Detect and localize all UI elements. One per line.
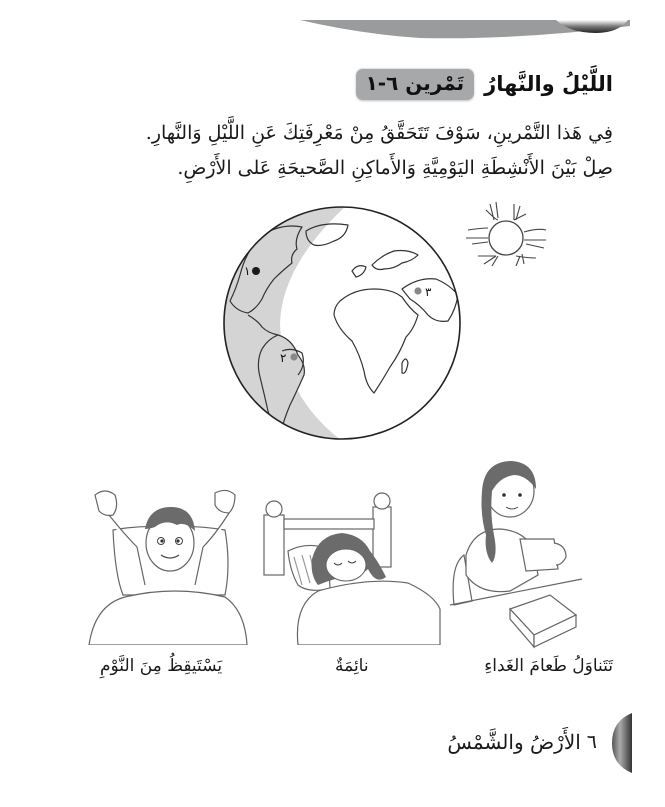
instructions	[145, 116, 613, 186]
svg-text:١: ١	[244, 264, 251, 278]
caption-sleeping: نائِمَةٌ	[335, 656, 369, 676]
exercise-number-badge: تَمْرين ٦-١	[356, 68, 475, 100]
earth-globe-illustration	[222, 205, 462, 441]
chapter-number: ٦	[586, 731, 597, 753]
svg-text:٢: ٢	[280, 351, 287, 365]
top-decorative-band	[0, 0, 665, 50]
exercise-header	[356, 68, 613, 100]
chapter-title: الأَرْضُ والشَّمْسُ	[447, 730, 581, 754]
page-footer	[447, 730, 597, 754]
girl-eating-lunch-illustration	[450, 455, 595, 650]
caption-eating-lunch: تَتَناوَلُ طَعامَ الغَداءِ	[484, 656, 613, 676]
instruction-line-2: صِلْ بَيْنَ الأَنْشِطَةِ اليَوْمِيَّةِ وَالأَماكِنِ الصَّحيحَةِ عَلى الأَرْضِ.	[177, 157, 613, 179]
sun-icon	[462, 198, 550, 274]
girl-sleeping-illustration	[258, 485, 443, 645]
svg-text:٣: ٣	[425, 285, 432, 299]
boy-waking-up-illustration	[85, 485, 255, 645]
exercise-title: اللَّيْلُ والنَّهارُ	[484, 72, 613, 96]
instruction-line-1: فِي هَذا التَّمْرينِ، سَوْفَ تَتَحَقَّقُ مِنْ مَعْرِفَتِكَ عَنِ اللَّيْلِ وَالنَّهارِ.	[145, 122, 613, 144]
page-edge-tab	[612, 713, 632, 773]
globe-marker-1	[252, 267, 260, 275]
caption-waking-up: يَسْتَيقِظُ مِنَ النَّوْمِ	[100, 656, 223, 676]
